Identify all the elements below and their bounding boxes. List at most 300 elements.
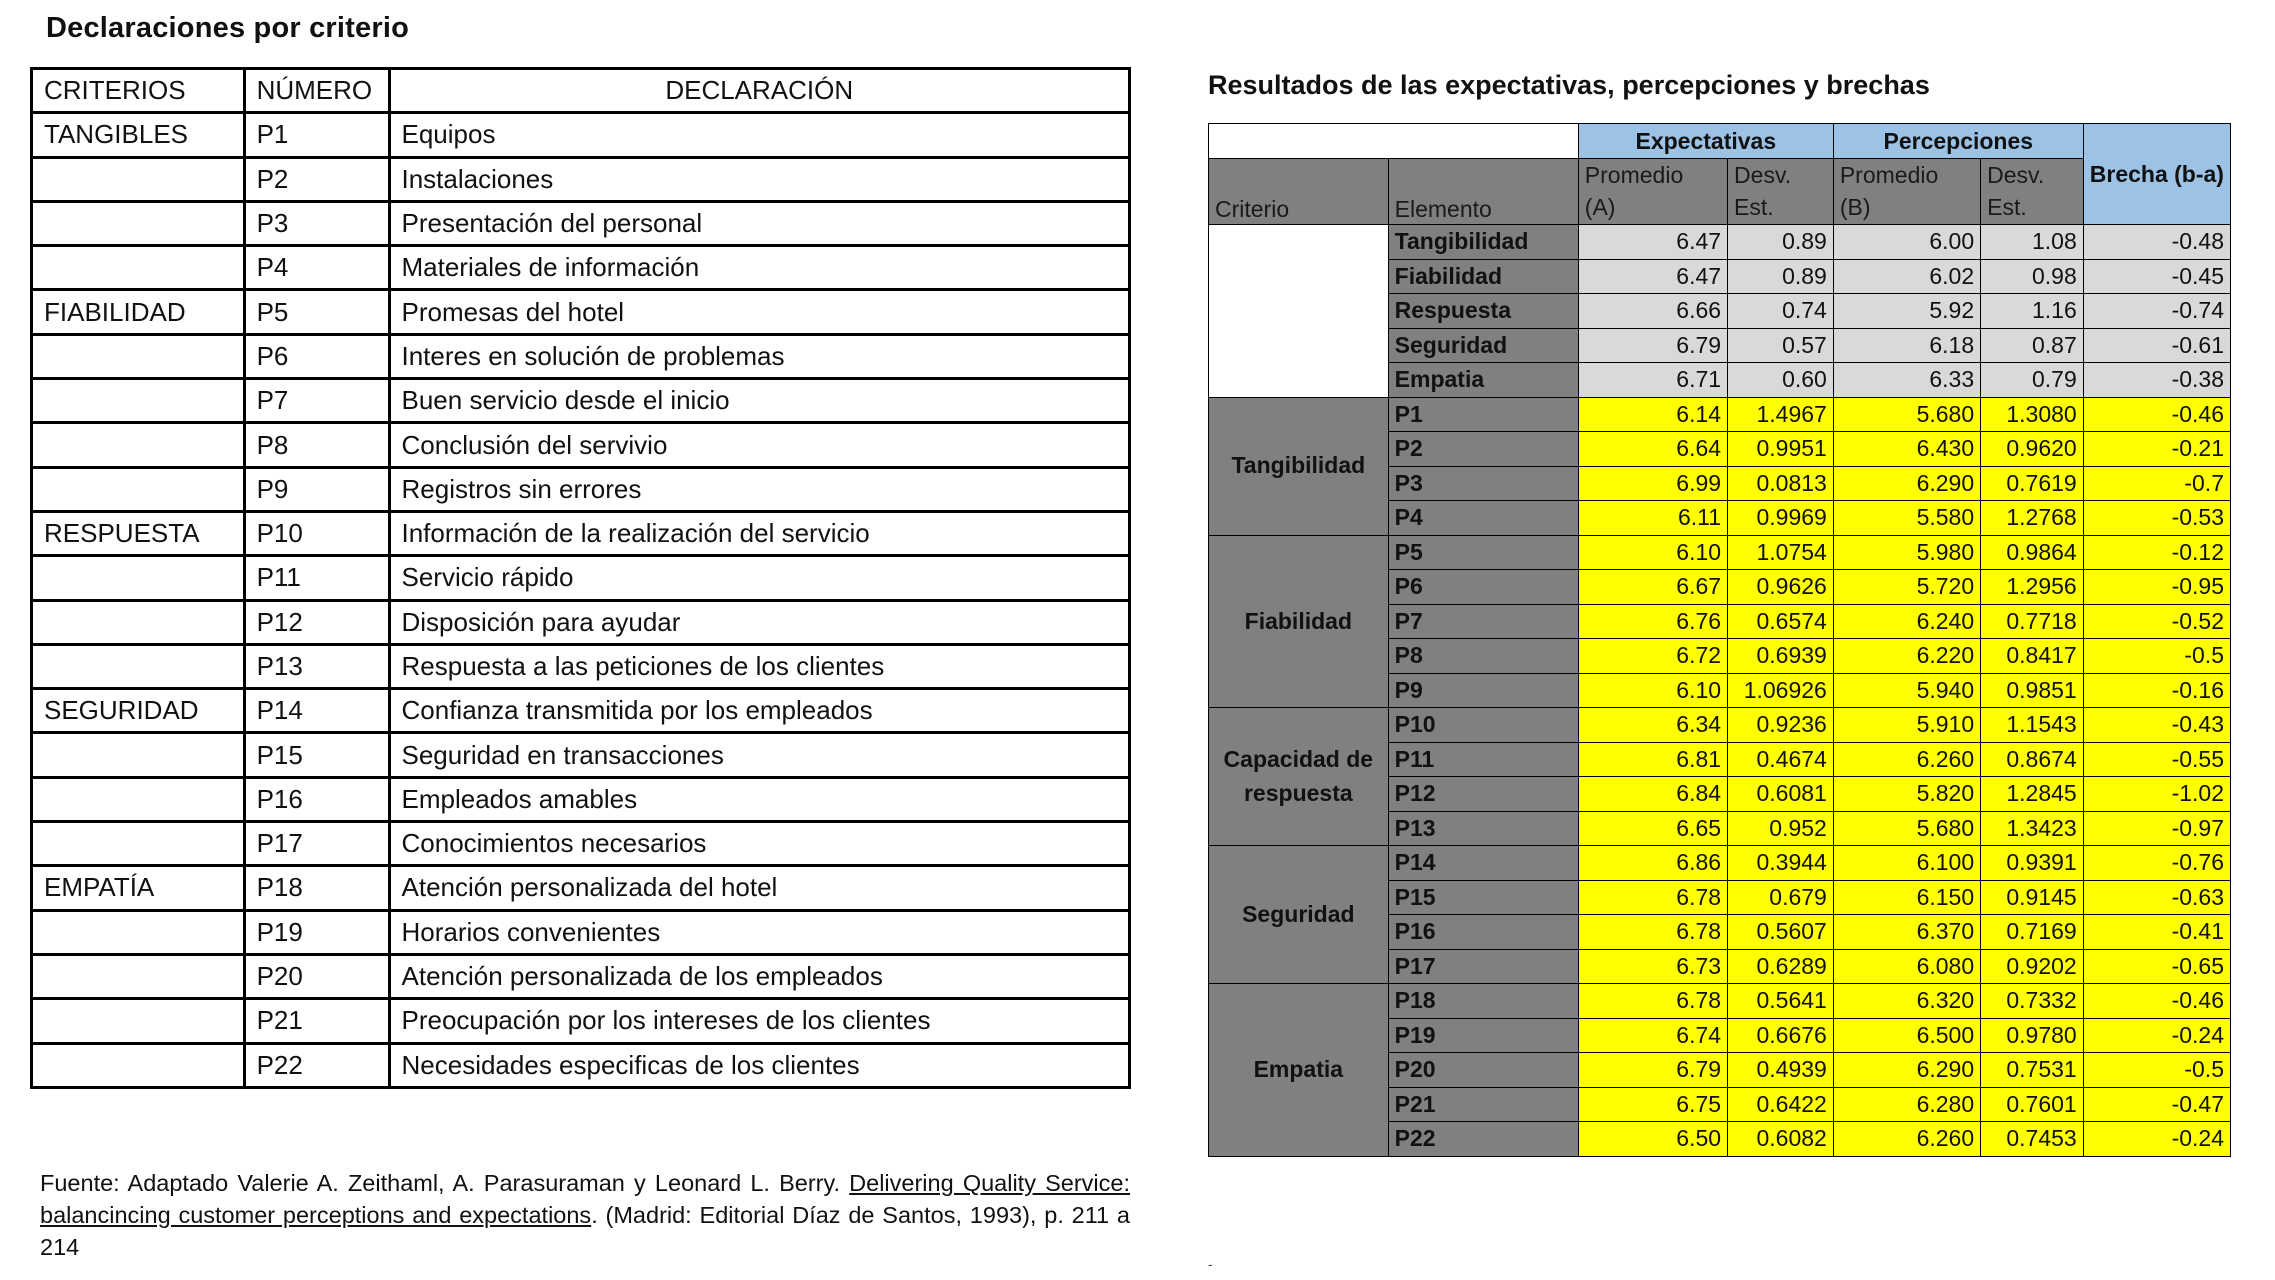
declaracion-cell: Materiales de información: [389, 246, 1130, 290]
summary-elemento-cell: Tangibilidad: [1388, 225, 1578, 260]
promedio-a-cell: 6.47: [1578, 259, 1727, 294]
numero-cell: P7: [244, 379, 389, 423]
declarations-table: [30, 67, 1131, 1089]
criterio-cell: [32, 954, 245, 998]
brecha-cell: -0.7: [2083, 466, 2230, 501]
criterio-group-cell: [1209, 397, 1389, 535]
desv-a-cell: 0.9236: [1728, 708, 1834, 743]
criterio-label: Seguridad: [1242, 900, 1355, 927]
promedio-a-cell: 6.10: [1578, 535, 1727, 570]
sub-header-desv-a-line1: Desv.: [1734, 162, 1792, 188]
elemento-cell: P9: [1388, 673, 1578, 708]
desv-b-cell: 1.2956: [1981, 570, 2084, 605]
elemento-cell: P18: [1388, 984, 1578, 1019]
criterio-cell: [32, 379, 245, 423]
summary-elemento-cell: Fiabilidad: [1388, 259, 1578, 294]
desv-a-cell: 0.57: [1728, 328, 1834, 363]
declaration-row: [32, 733, 1130, 777]
criterio-cell: FIABILIDAD: [32, 290, 245, 334]
desv-b-cell: 0.8674: [1981, 742, 2084, 777]
numero-cell: P12: [244, 600, 389, 644]
brecha-cell: -0.97: [2083, 811, 2230, 846]
promedio-a-cell: 6.14: [1578, 397, 1727, 432]
desv-a-cell: 0.6081: [1728, 777, 1834, 812]
declaration-row: [32, 822, 1130, 866]
declaracion-cell: Atención personalizada de los empleados: [389, 954, 1130, 998]
sub-header-promedio-a: [1578, 159, 1727, 225]
promedio-a-cell: 6.76: [1578, 604, 1727, 639]
col-header-criterios: CRITERIOS: [32, 69, 245, 113]
promedio-a-cell: 6.47: [1578, 225, 1727, 260]
desv-b-cell: 0.9851: [1981, 673, 2084, 708]
criterio-group-cell: [1209, 535, 1389, 708]
brecha-cell: -0.63: [2083, 880, 2230, 915]
desv-a-cell: 0.952: [1728, 811, 1834, 846]
criterio-cell: EMPATÍA: [32, 866, 245, 910]
brecha-cell: -0.45: [2083, 259, 2230, 294]
numero-cell: P11: [244, 556, 389, 600]
declaration-row: [32, 157, 1130, 201]
desv-b-cell: 0.7601: [1981, 1087, 2084, 1122]
promedio-b-cell: 5.720: [1833, 570, 1980, 605]
promedio-b-cell: 5.580: [1833, 501, 1980, 536]
elemento-cell: P10: [1388, 708, 1578, 743]
element-row: [1209, 846, 2231, 881]
sub-header-desv-b: [1981, 159, 2084, 225]
group-header-brecha: Brecha (b-a): [2083, 124, 2230, 225]
group-header-expectativas: Expectativas: [1578, 124, 1833, 159]
promedio-b-cell: 6.290: [1833, 466, 1980, 501]
element-row: [1209, 984, 2231, 1019]
promedio-a-cell: 6.78: [1578, 984, 1727, 1019]
sub-header-promedio-b: [1833, 159, 1980, 225]
brecha-cell: -0.53: [2083, 501, 2230, 536]
promedio-b-cell: 5.980: [1833, 535, 1980, 570]
declaration-row: [32, 999, 1130, 1043]
sub-header-elemento: Elemento: [1388, 159, 1578, 225]
desv-a-cell: 0.89: [1728, 259, 1834, 294]
element-row: [1209, 535, 2231, 570]
declaracion-cell: Necesidades especificas de los clientes: [389, 1043, 1130, 1087]
summary-elemento-cell: Seguridad: [1388, 328, 1578, 363]
declaracion-cell: Atención personalizada del hotel: [389, 866, 1130, 910]
promedio-b-cell: 6.500: [1833, 1018, 1980, 1053]
elemento-cell: P7: [1388, 604, 1578, 639]
promedio-a-cell: 6.75: [1578, 1087, 1727, 1122]
declaration-row: [32, 689, 1130, 733]
page-mark: -: [1208, 1256, 1213, 1272]
criterio-cell: [32, 1043, 245, 1087]
elemento-cell: P2: [1388, 432, 1578, 467]
criterio-cell: [32, 467, 245, 511]
desv-b-cell: 0.9202: [1981, 949, 2084, 984]
numero-cell: P8: [244, 423, 389, 467]
desv-a-cell: 1.0754: [1728, 535, 1834, 570]
numero-cell: P13: [244, 644, 389, 688]
desv-a-cell: 0.6574: [1728, 604, 1834, 639]
desv-a-cell: 0.4939: [1728, 1053, 1834, 1088]
sub-header-criterio: Criterio: [1209, 159, 1389, 225]
desv-a-cell: 1.4967: [1728, 397, 1834, 432]
promedio-a-cell: 6.78: [1578, 915, 1727, 950]
brecha-cell: -0.24: [2083, 1018, 2230, 1053]
sub-header-desv-b-line1: Desv.: [1987, 162, 2045, 188]
criterio-cell: TANGIBLES: [32, 113, 245, 157]
criterio-cell: [32, 644, 245, 688]
declaracion-cell: Registros sin errores: [389, 467, 1130, 511]
promedio-b-cell: 5.820: [1833, 777, 1980, 812]
desv-b-cell: 0.9145: [1981, 880, 2084, 915]
desv-b-cell: 0.7453: [1981, 1122, 2084, 1157]
results-table: [1208, 123, 2231, 1157]
declaration-row: [32, 954, 1130, 998]
declaracion-cell: Horarios convenientes: [389, 910, 1130, 954]
declaracion-cell: Empleados amables: [389, 777, 1130, 821]
numero-cell: P16: [244, 777, 389, 821]
criterio-group-cell: [1209, 984, 1389, 1157]
numero-cell: P22: [244, 1043, 389, 1087]
desv-b-cell: 0.8417: [1981, 639, 2084, 674]
desv-b-cell: 1.2768: [1981, 501, 2084, 536]
summary-row: [1209, 225, 2231, 260]
desv-b-cell: 0.9391: [1981, 846, 2084, 881]
desv-a-cell: 0.6422: [1728, 1087, 1834, 1122]
brecha-cell: -0.65: [2083, 949, 2230, 984]
promedio-a-cell: 6.99: [1578, 466, 1727, 501]
numero-cell: P18: [244, 866, 389, 910]
desv-a-cell: 0.4674: [1728, 742, 1834, 777]
declaration-row: [32, 910, 1130, 954]
declaracion-cell: Buen servicio desde el inicio: [389, 379, 1130, 423]
numero-cell: P4: [244, 246, 389, 290]
promedio-a-cell: 6.73: [1578, 949, 1727, 984]
promedio-a-cell: 6.74: [1578, 1018, 1727, 1053]
desv-b-cell: 0.9864: [1981, 535, 2084, 570]
sub-header-desv-a: [1728, 159, 1834, 225]
desv-a-cell: 0.9951: [1728, 432, 1834, 467]
criterio-cell: [32, 423, 245, 467]
promedio-b-cell: 5.910: [1833, 708, 1980, 743]
elemento-cell: P17: [1388, 949, 1578, 984]
results-blank-header: [1209, 124, 1579, 159]
group-header-percepciones: Percepciones: [1833, 124, 2083, 159]
criterio-group-cell: [1209, 846, 1389, 984]
criterio-group-cell: [1209, 708, 1389, 846]
criterio-cell: [32, 556, 245, 600]
promedio-b-cell: 6.150: [1833, 880, 1980, 915]
elemento-cell: P1: [1388, 397, 1578, 432]
criterio-cell: RESPUESTA: [32, 511, 245, 555]
desv-a-cell: 0.3944: [1728, 846, 1834, 881]
desv-b-cell: 0.7619: [1981, 466, 2084, 501]
declaracion-cell: Promesas del hotel: [389, 290, 1130, 334]
declaration-row: [32, 511, 1130, 555]
numero-cell: P6: [244, 334, 389, 378]
desv-b-cell: 0.9620: [1981, 432, 2084, 467]
brecha-cell: -0.12: [2083, 535, 2230, 570]
declarations-body: [32, 113, 1130, 1088]
numero-cell: P15: [244, 733, 389, 777]
declaration-row: [32, 600, 1130, 644]
declaracion-cell: Interes en solución de problemas: [389, 334, 1130, 378]
promedio-b-cell: 6.240: [1833, 604, 1980, 639]
promedio-a-cell: 6.72: [1578, 639, 1727, 674]
summary-criterio-blank: [1209, 225, 1389, 398]
brecha-cell: -0.5: [2083, 639, 2230, 674]
declaration-row: [32, 379, 1130, 423]
criterio-cell: [32, 999, 245, 1043]
criterio-label: Empatia: [1253, 1056, 1344, 1083]
results-sub-header-row: [1209, 159, 2231, 225]
right-table-title: Resultados de las expectativas, percepciones y brechas: [1208, 70, 1930, 100]
elemento-cell: P6: [1388, 570, 1578, 605]
declaracion-cell: Servicio rápido: [389, 556, 1130, 600]
col-header-declaracion: DECLARACIÓN: [389, 69, 1130, 113]
numero-cell: P20: [244, 954, 389, 998]
brecha-cell: -0.74: [2083, 294, 2230, 329]
sub-header-promedio-b-line1: Promedio: [1839, 162, 1939, 188]
elemento-cell: P13: [1388, 811, 1578, 846]
criterio-label: Capacidad de: [1223, 746, 1374, 773]
numero-cell: P10: [244, 511, 389, 555]
desv-a-cell: 0.5641: [1728, 984, 1834, 1019]
declaration-row: [32, 246, 1130, 290]
source-book-title: Delivering Quality Service: balancincing customer perceptions and expectations: [40, 1170, 1130, 1228]
desv-b-cell: 0.79: [1981, 363, 2084, 398]
brecha-cell: -0.38: [2083, 363, 2230, 398]
elemento-cell: P16: [1388, 915, 1578, 950]
promedio-b-cell: 6.430: [1833, 432, 1980, 467]
sub-header-promedio-b-line2: (B): [1839, 194, 1871, 221]
desv-a-cell: 0.679: [1728, 880, 1834, 915]
desv-b-cell: 1.1543: [1981, 708, 2084, 743]
criterio-cell: [32, 246, 245, 290]
desv-b-cell: 0.98: [1981, 259, 2084, 294]
sub-header-promedio-a-line1: Promedio: [1584, 162, 1684, 188]
elemento-cell: P12: [1388, 777, 1578, 812]
brecha-cell: -0.76: [2083, 846, 2230, 881]
declaracion-cell: Conclusión del servivio: [389, 423, 1130, 467]
declaracion-cell: Confianza transmitida por los empleados: [389, 689, 1130, 733]
elemento-cell: P3: [1388, 466, 1578, 501]
desv-b-cell: 0.9780: [1981, 1018, 2084, 1053]
brecha-cell: -0.61: [2083, 328, 2230, 363]
desv-b-cell: 0.7169: [1981, 915, 2084, 950]
promedio-a-cell: 6.84: [1578, 777, 1727, 812]
criterio-cell: [32, 201, 245, 245]
declarations-header-row: [32, 69, 1130, 113]
promedio-b-cell: 6.100: [1833, 846, 1980, 881]
promedio-a-cell: 6.78: [1578, 880, 1727, 915]
desv-a-cell: 0.6939: [1728, 639, 1834, 674]
declaracion-cell: Disposición para ayudar: [389, 600, 1130, 644]
desv-a-cell: 0.9626: [1728, 570, 1834, 605]
declaracion-cell: Presentación del personal: [389, 201, 1130, 245]
promedio-a-cell: 6.67: [1578, 570, 1727, 605]
source-suffix: . (Madrid: Editorial Díaz de Santos, 1993), p. 211 a 214: [40, 1202, 1131, 1260]
numero-cell: P3: [244, 201, 389, 245]
promedio-a-cell: 6.81: [1578, 742, 1727, 777]
declaration-row: [32, 644, 1130, 688]
elemento-cell: P21: [1388, 1087, 1578, 1122]
criterio-cell: [32, 334, 245, 378]
left-table-title: Declaraciones por criterio: [46, 12, 410, 44]
col-header-numero: NÚMERO: [244, 69, 389, 113]
desv-b-cell: 1.08: [1981, 225, 2084, 260]
declaracion-cell: Respuesta a las peticiones de los clientes: [389, 644, 1130, 688]
desv-a-cell: 0.6082: [1728, 1122, 1834, 1157]
declaration-row: [32, 113, 1130, 157]
promedio-b-cell: 6.18: [1833, 328, 1980, 363]
elemento-cell: P4: [1388, 501, 1578, 536]
desv-b-cell: 0.7718: [1981, 604, 2084, 639]
elemento-cell: P14: [1388, 846, 1578, 881]
promedio-a-cell: 6.66: [1578, 294, 1727, 329]
declaracion-cell: Equipos: [389, 113, 1130, 157]
promedio-a-cell: 6.86: [1578, 846, 1727, 881]
promedio-b-cell: 5.680: [1833, 811, 1980, 846]
declaracion-cell: Información de la realización del servicio: [389, 511, 1130, 555]
desv-b-cell: 0.87: [1981, 328, 2084, 363]
numero-cell: P1: [244, 113, 389, 157]
numero-cell: P21: [244, 999, 389, 1043]
criterio-cell: [32, 600, 245, 644]
promedio-b-cell: 6.080: [1833, 949, 1980, 984]
criterio-cell: [32, 733, 245, 777]
element-row: [1209, 708, 2231, 743]
declaration-row: [32, 290, 1130, 334]
brecha-cell: -0.46: [2083, 397, 2230, 432]
declaration-row: [32, 556, 1130, 600]
desv-b-cell: 0.7332: [1981, 984, 2084, 1019]
promedio-a-cell: 6.34: [1578, 708, 1727, 743]
promedio-b-cell: 6.02: [1833, 259, 1980, 294]
desv-b-cell: 0.7531: [1981, 1053, 2084, 1088]
brecha-cell: -0.95: [2083, 570, 2230, 605]
sub-header-desv-a-line2: Est.: [1734, 194, 1774, 221]
element-row: [1209, 397, 2231, 432]
numero-cell: P17: [244, 822, 389, 866]
desv-a-cell: 0.6676: [1728, 1018, 1834, 1053]
criterio-label: Fiabilidad: [1244, 607, 1352, 634]
brecha-cell: -0.48: [2083, 225, 2230, 260]
promedio-a-cell: 6.50: [1578, 1122, 1727, 1157]
declaration-row: [32, 423, 1130, 467]
desv-a-cell: 1.06926: [1728, 673, 1834, 708]
elemento-cell: P19: [1388, 1018, 1578, 1053]
elemento-cell: P20: [1388, 1053, 1578, 1088]
criterio-cell: SEGURIDAD: [32, 689, 245, 733]
results-body: [1209, 124, 2231, 1157]
results-group-header-row: [1209, 124, 2231, 159]
desv-a-cell: 0.5607: [1728, 915, 1834, 950]
promedio-b-cell: 6.220: [1833, 639, 1980, 674]
promedio-b-cell: 6.290: [1833, 1053, 1980, 1088]
elemento-cell: P11: [1388, 742, 1578, 777]
promedio-b-cell: 6.370: [1833, 915, 1980, 950]
brecha-cell: -0.24: [2083, 1122, 2230, 1157]
source-note: [40, 1167, 1130, 1263]
brecha-cell: -0.47: [2083, 1087, 2230, 1122]
numero-cell: P2: [244, 157, 389, 201]
numero-cell: P9: [244, 467, 389, 511]
brecha-cell: -0.52: [2083, 604, 2230, 639]
declaracion-cell: Conocimientos necesarios: [389, 822, 1130, 866]
declaration-row: [32, 866, 1130, 910]
summary-elemento-cell: Respuesta: [1388, 294, 1578, 329]
brecha-cell: -1.02: [2083, 777, 2230, 812]
promedio-a-cell: 6.71: [1578, 363, 1727, 398]
criterio-cell: [32, 157, 245, 201]
promedio-b-cell: 6.320: [1833, 984, 1980, 1019]
elemento-cell: P15: [1388, 880, 1578, 915]
desv-b-cell: 1.16: [1981, 294, 2084, 329]
promedio-a-cell: 6.10: [1578, 673, 1727, 708]
brecha-cell: -0.46: [2083, 984, 2230, 1019]
promedio-b-cell: 6.280: [1833, 1087, 1980, 1122]
desv-a-cell: 0.9969: [1728, 501, 1834, 536]
numero-cell: P5: [244, 290, 389, 334]
brecha-cell: -0.41: [2083, 915, 2230, 950]
sub-header-promedio-a-line2: (A): [1584, 194, 1616, 221]
promedio-a-cell: 6.79: [1578, 1053, 1727, 1088]
summary-elemento-cell: Empatia: [1388, 363, 1578, 398]
promedio-b-cell: 6.00: [1833, 225, 1980, 260]
promedio-a-cell: 6.64: [1578, 432, 1727, 467]
brecha-cell: -0.16: [2083, 673, 2230, 708]
elemento-cell: P8: [1388, 639, 1578, 674]
promedio-a-cell: 6.11: [1578, 501, 1727, 536]
elemento-cell: P5: [1388, 535, 1578, 570]
declaracion-cell: Seguridad en transacciones: [389, 733, 1130, 777]
desv-a-cell: 0.6289: [1728, 949, 1834, 984]
promedio-a-cell: 6.79: [1578, 328, 1727, 363]
desv-b-cell: 1.3423: [1981, 811, 2084, 846]
brecha-cell: -0.55: [2083, 742, 2230, 777]
promedio-b-cell: 5.680: [1833, 397, 1980, 432]
declaration-row: [32, 1043, 1130, 1087]
numero-cell: P14: [244, 689, 389, 733]
desv-b-cell: 1.3080: [1981, 397, 2084, 432]
declaracion-cell: Preocupación por los intereses de los clientes: [389, 999, 1130, 1043]
criterio-label: Tangibilidad: [1231, 452, 1366, 479]
promedio-b-cell: 6.260: [1833, 1122, 1980, 1157]
desv-a-cell: 0.60: [1728, 363, 1834, 398]
declaration-row: [32, 201, 1130, 245]
promedio-b-cell: 5.940: [1833, 673, 1980, 708]
source-prefix: Fuente: Adaptado Valerie A. Zeithaml, A. Parasuraman y Leonard L. Berry.: [40, 1170, 850, 1196]
criterio-cell: [32, 910, 245, 954]
numero-cell: P19: [244, 910, 389, 954]
promedio-b-cell: 6.33: [1833, 363, 1980, 398]
criterio-cell: [32, 777, 245, 821]
sub-header-desv-b-line2: Est.: [1987, 194, 2027, 221]
criterio-cell: [32, 822, 245, 866]
promedio-b-cell: 6.260: [1833, 742, 1980, 777]
promedio-a-cell: 6.65: [1578, 811, 1727, 846]
desv-a-cell: 0.0813: [1728, 466, 1834, 501]
brecha-cell: -0.43: [2083, 708, 2230, 743]
desv-b-cell: 1.2845: [1981, 777, 2084, 812]
elemento-cell: P22: [1388, 1122, 1578, 1157]
brecha-cell: -0.21: [2083, 432, 2230, 467]
declaration-row: [32, 777, 1130, 821]
declaration-row: [32, 467, 1130, 511]
desv-a-cell: 0.74: [1728, 294, 1834, 329]
brecha-cell: -0.5: [2083, 1053, 2230, 1088]
desv-a-cell: 0.89: [1728, 225, 1834, 260]
declaration-row: [32, 334, 1130, 378]
